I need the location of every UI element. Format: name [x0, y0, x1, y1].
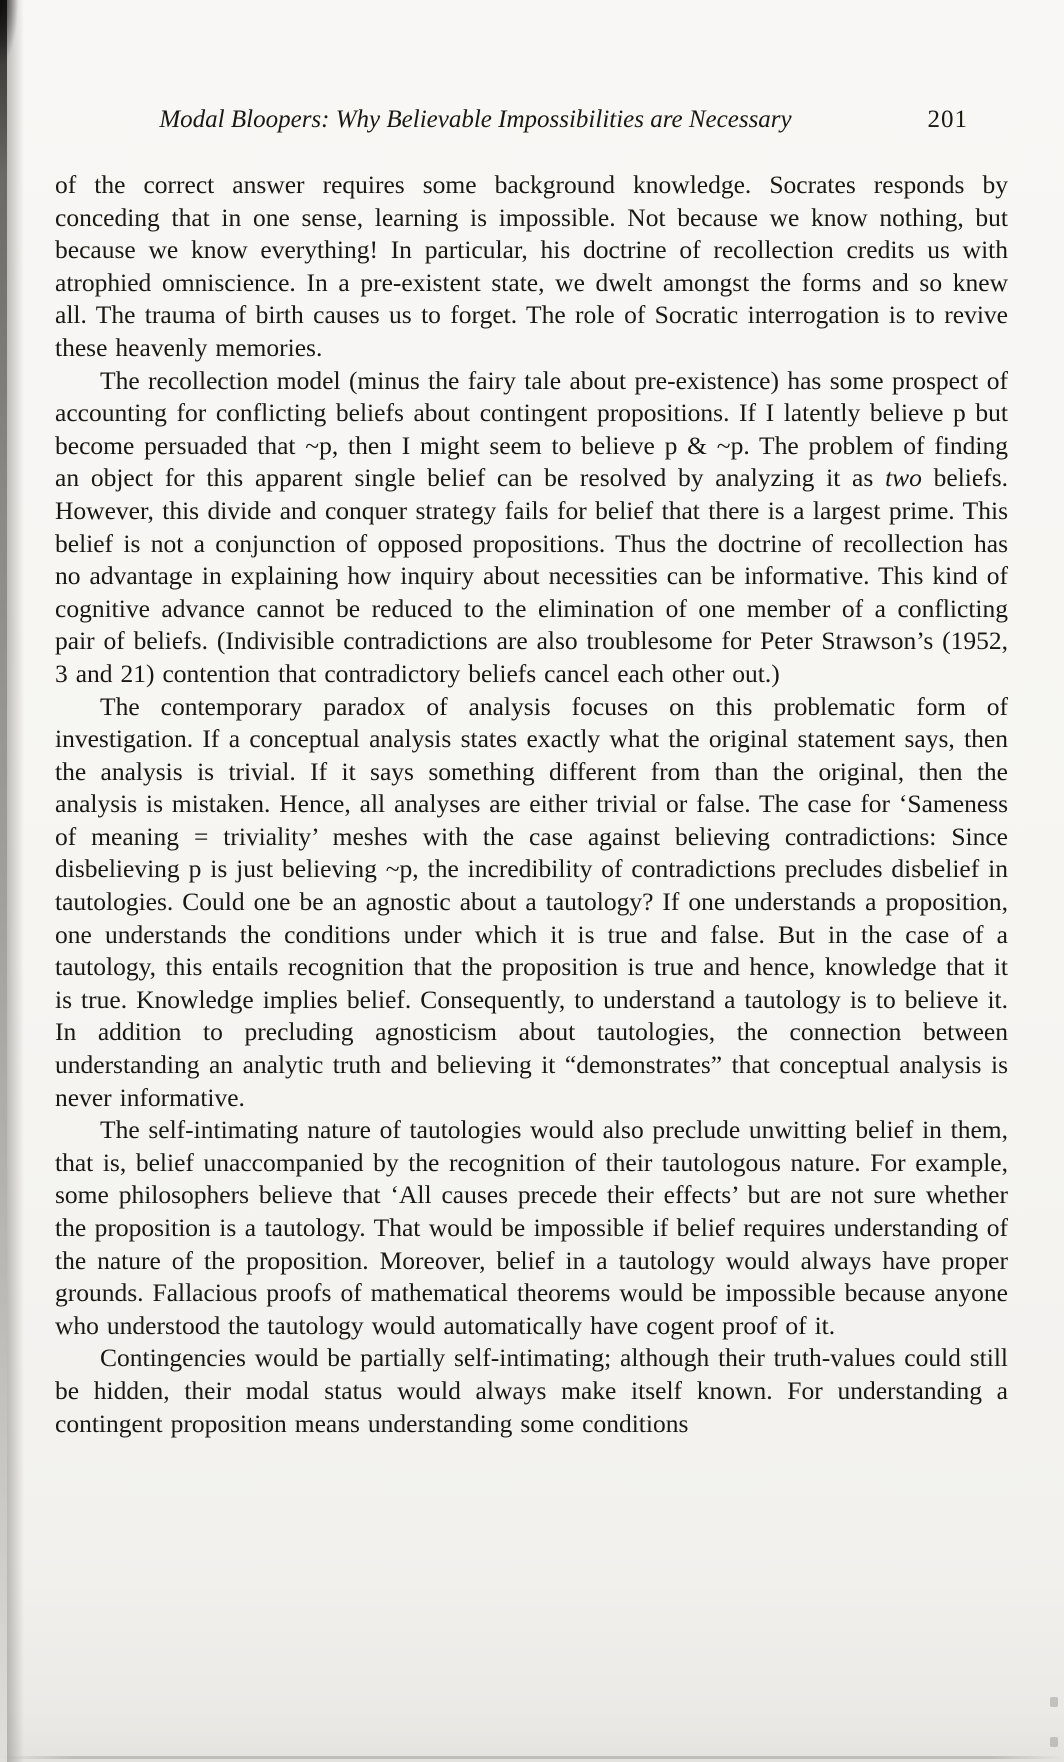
paragraph — [55, 365, 1008, 691]
running-header — [55, 103, 1008, 137]
scan-gutter-fade — [7, 0, 24, 1762]
scan-speck — [1050, 1737, 1058, 1747]
page-body — [55, 169, 1008, 1440]
paragraph — [55, 691, 1008, 1115]
paragraph — [55, 1114, 1008, 1342]
text-run: of the correct answer requires some background knowledge. Socrates responds by conceding that in one sense, learning is impossible. Not because we know nothing, but because we know everything! In particular, his doctrine of recollection credits us with atrophied omniscience. In a pre-existent state, we dwelt amongst the forms and so knew all. The trauma of birth causes us to forget. The role of Socratic interrogation is to revive these heavenly memories. — [55, 170, 1008, 362]
text-run: The contemporary paradox of analysis focuses on this problematic form of investigation. If a conceptual analysis states exactly what the original statement says, then the analysis is trivial. If it says something different from than the original, then the analysis is mistaken. Hence, all analyses are either trivial or false. The case for ‘Sameness of meaning = triviality’ meshes with the case against believing contradictions: Since disbelieving p is just believing ~p, the incredibility of contradictions precludes disbelief in tautologies. Could one be an agnostic about a tautology? If one understands a proposition, one understands the conditions under which it is true and false. But in the case of a tautology, this entails recognition that the proposition is true and hence, knowledge that it is true. Knowledge implies belief. Consequently, to understand a tautology is to believe it. In addition to precluding agnosticism about tautologies, the connection between understanding an analytic truth and believing it “demonstrates” that conceptual analysis is never informative. — [55, 691, 1008, 1112]
scan-speck — [1050, 1697, 1058, 1707]
page-number: 201 — [927, 106, 968, 133]
text-run: beliefs. However, this divide and conquer strategy fails for belief that there is a largest prime. This belief is not a conjunction of opposed propositions. Thus the doctrine of recollection has no advantage in explaining how inquiry about necessities can be informative. This kind of cognitive advance cannot be reduced to the elimination of one member of a conflicting pair of beliefs. (Indivisible contradictions are also troublesome for Peter Strawson’s (1952, 3 and 21) contention that contradictory beliefs cancel each other out.) — [55, 463, 1009, 688]
paragraph — [55, 169, 1008, 365]
text-run: The self-intimating nature of tautologies would also preclude unwitting belief in them, that is, belief unaccompanied by the recognition of their tautologous nature. For example, some philosophers believe that ‘All causes precede their effects’ but are not sure whether the proposition is a tautology. That would be impossible if belief requires understanding of the nature of the proposition. Moreover, belief in a tautology would always have proper grounds. Fallacious proofs of mathematical theorems would be impossible because anyone who understood the tautology would automatically have cogent proof of it. — [55, 1115, 1008, 1340]
scan-gutter-shadow — [0, 0, 7, 1762]
page-title: Modal Bloopers: Why Believable Impossibilities are Necessary — [159, 106, 792, 133]
text-column — [55, 103, 1008, 1440]
text-run: Contingencies would be partially self-intimating; although their truth-values could still be hidden, their modal status would always make itself known. For understanding a contingent proposition means understanding some conditions — [55, 1343, 1008, 1438]
paragraph — [55, 1342, 1008, 1440]
scan-bottom-edge — [0, 1756, 1064, 1759]
scan-corner-blot — [0, 0, 18, 64]
italic-text-run: two — [885, 463, 922, 493]
text-run: The recollection model (minus the fairy tale about pre-existence) has some prospect of accounting for conflicting beliefs about contingent propositions. If I latently believe p but become persuaded that ~p, then I might seem to believe p & ~p. The problem of finding an object for this apparent single belief can be resolved by analyzing it as — [55, 365, 1008, 493]
